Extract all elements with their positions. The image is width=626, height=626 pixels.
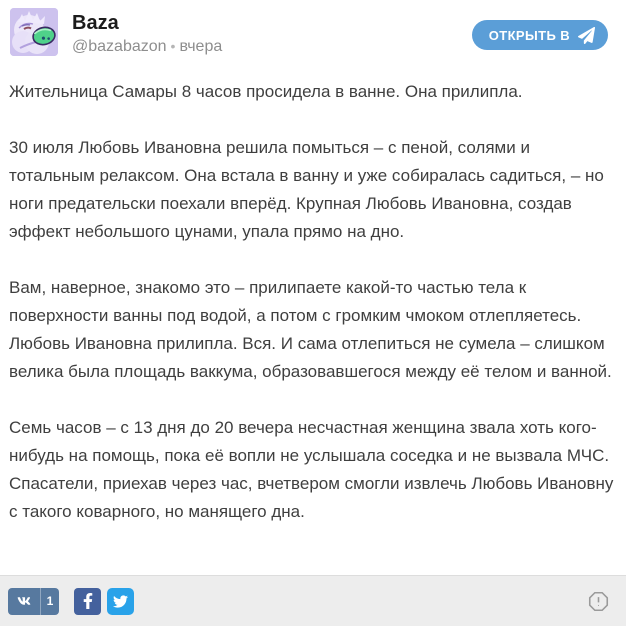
twitter-icon — [112, 594, 129, 609]
telegram-plane-icon — [578, 27, 595, 44]
twitter-share-button[interactable] — [107, 588, 134, 615]
avatar-illustration — [10, 8, 58, 56]
channel-avatar[interactable] — [10, 8, 58, 56]
vk-icon — [8, 588, 40, 615]
report-icon — [588, 591, 609, 612]
vk-share-count: 1 — [40, 588, 59, 615]
report-button[interactable] — [588, 591, 609, 612]
facebook-icon — [83, 592, 93, 610]
vk-share-button[interactable] — [8, 588, 59, 615]
channel-name[interactable]: Baza — [72, 12, 119, 34]
post-paragraph: Семь часов – с 13 дня до 20 вечера несчастная женщина звала хоть кого-нибудь на помощь, пока её вопли не услышала соседка и не вызвала МЧС. Спасатели, приехав через час, вчетвером смогли извлечь Любовь Ивановну с такого коварного, но манящего дна. — [9, 418, 614, 521]
post-timestamp: вчера — [179, 38, 223, 55]
open-button-label: ОТКРЫТЬ В — [488, 27, 570, 43]
post-body — [0, 64, 626, 526]
open-in-telegram-button[interactable] — [472, 20, 608, 50]
facebook-share-button[interactable] — [74, 588, 101, 615]
post-paragraph: 30 июля Любовь Ивановна решила помыться – с пеной, солями и тотальным релаксом. Она встала в ванну и уже собиралась садиться, – но ноги предательски поехали вперёд. Крупная Любовь Ивановна, создав эффект небольшого цунами, упала прямо на дно. — [9, 138, 604, 241]
post-paragraph: Вам, наверное, знакомо это – прилипаете какой-то частью тела к поверхности ванны под водой, а потом с громким чмоком отлепляетесь. Любовь Ивановна прилипла. Вся. И сама отлепиться не сумела – слишком велика была площадь ваккума, образовавшегося между её телом и ванной. — [9, 278, 612, 381]
channel-subtitle — [72, 37, 222, 56]
share-bar — [0, 575, 626, 626]
separator-dot: • — [170, 38, 176, 54]
post-header — [0, 0, 626, 64]
post-paragraph: Жительница Самары 8 часов просидела в ванне. Она прилипла. — [9, 82, 523, 101]
channel-username[interactable]: @bazabazon — [72, 38, 167, 55]
